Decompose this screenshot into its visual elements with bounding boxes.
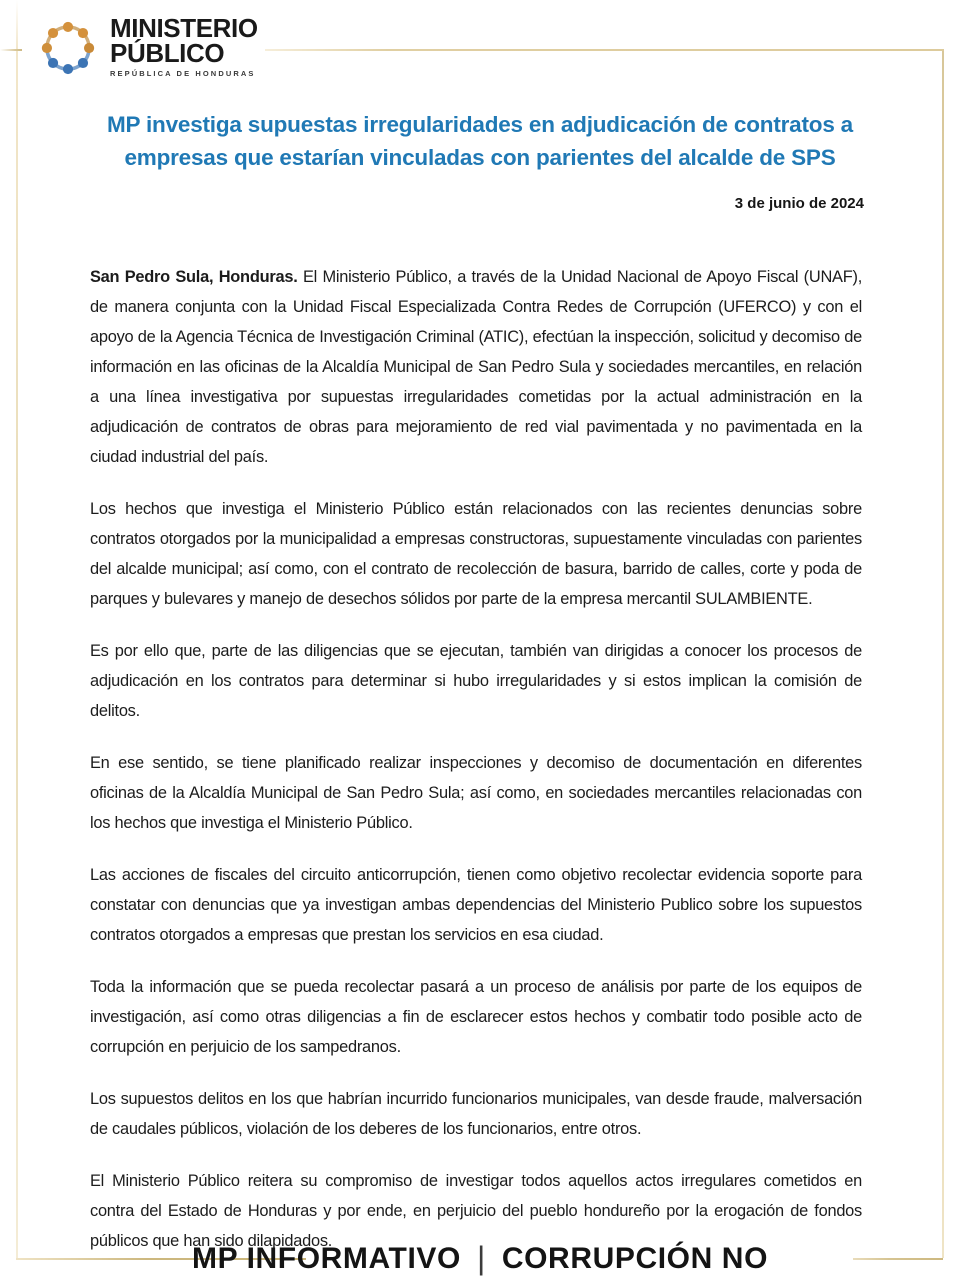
frame-border-top-stub: [0, 49, 22, 51]
letterhead: [34, 12, 258, 84]
institution-name-line2: PÚBLICO: [110, 38, 225, 68]
article-paragraph: Los hechos que investiga el Ministerio Público están relacionados con las recientes denuncias sobre contratos otorgados por la municipalidad a empresas constructoras, supuestamente vinculadas con parientes del alcalde municipal; así como, con el contrato de recolección de basura, barrido de calles, corte y poda de parques y bulevares y manejo de desechos sólidos por parte de la empresa mercantil SULAMBIENTE.: [90, 500, 862, 608]
page-title: MP investiga supuestas irregularidades en adjudicación de contratos a empresas que estarían vinculadas con parientes del alcalde de SPS: [106, 112, 853, 170]
footer-label-right: CORRUPCIÓN NO: [501, 1242, 768, 1275]
publication-date: 3 de junio de 2024: [734, 195, 864, 212]
article-paragraph: Toda la información que se pueda recolectar pasará a un proceso de análisis por parte de los equipos de investigación, así como otras diligencias a fin de esclarecer estos hechos y combatir todo posible acto de corrupción en perjuicio de los sampedranos.: [90, 978, 862, 1056]
article-paragraph: San Pedro Sula, Honduras. El Ministerio Público, a través de la Unidad Nacional de Apoyo Fiscal (UNAF), de manera conjunta con la Unidad Fiscal Especializada Contra Redes de Corrupción (UFERCO) y con el apoyo de la Agencia Técnica de Investigación Criminal (ATIC), efectúan la inspección, solicitud y decomiso de información en las oficinas de la Alcaldía Municipal de San Pedro Sula y sociedades mercantiles, en relación a una línea investigativa por supuestas irregularidades cometidas por la actual administración en la adjudicación de contratos de obras para mejoramiento de red vial pavimentada y no pavimentada en la ciudad industrial del país.: [90, 268, 862, 466]
article-paragraph: El Ministerio Público reitera su compromiso de investigar todos aquellos actos irregulares cometidos en contra del Estado de Honduras y por ende, en perjuicio del pueblo hondureño por la erogación de fondos públicos que han sido dilapidados.: [90, 1172, 862, 1250]
article-paragraph: Es por ello que, parte de las diligencias que se ejecutan, también van dirigidas a conocer los procesos de adjudicación en los contratos para determinar si hubo irregularidades y si estos implican la comisión de delitos.: [90, 642, 862, 720]
footer-label-left: MP INFORMATIVO: [191, 1242, 461, 1275]
article-paragraph: Las acciones de fiscales del circuito anticorrupción, tienen como objetivo recolectar evidencia soporte para constatar con denuncias que ya investigan ambas dependencias del Ministerio Publico sobre los supuestos contratos otorgados a empresas que prestan los servicios en esa ciudad.: [90, 866, 862, 944]
footer-banner: [0, 1242, 960, 1276]
footer-separator: |: [476, 1240, 486, 1276]
article-body: [90, 262, 862, 1256]
paragraph-lead: San Pedro Sula, Honduras.: [90, 268, 298, 286]
ministerio-publico-ring-of-people-icon: [34, 12, 102, 84]
frame-border-top: [265, 49, 944, 51]
frame-border-right: [942, 50, 944, 1258]
article-paragraph: Los supuestos delitos en los que habrían incurrido funcionarios municipales, van desde fraude, malversación de caudales públicos, violación de los deberes de los funcionarios, entre otros.: [90, 1090, 862, 1138]
article-paragraph: En ese sentido, se tiene planificado realizar inspecciones y decomiso de documentación en diferentes oficinas de la Alcaldía Municipal de San Pedro Sula; así como, en sociedades mercantiles relacionadas con los hechos que investiga el Ministerio Público.: [90, 754, 862, 832]
institution-name-line1: MINISTERIO: [110, 13, 258, 43]
institution-wordmark: [110, 12, 258, 78]
institution-subtitle: REPÚBLICA DE HONDURAS: [110, 69, 256, 78]
frame-border-left: [16, 0, 18, 1260]
